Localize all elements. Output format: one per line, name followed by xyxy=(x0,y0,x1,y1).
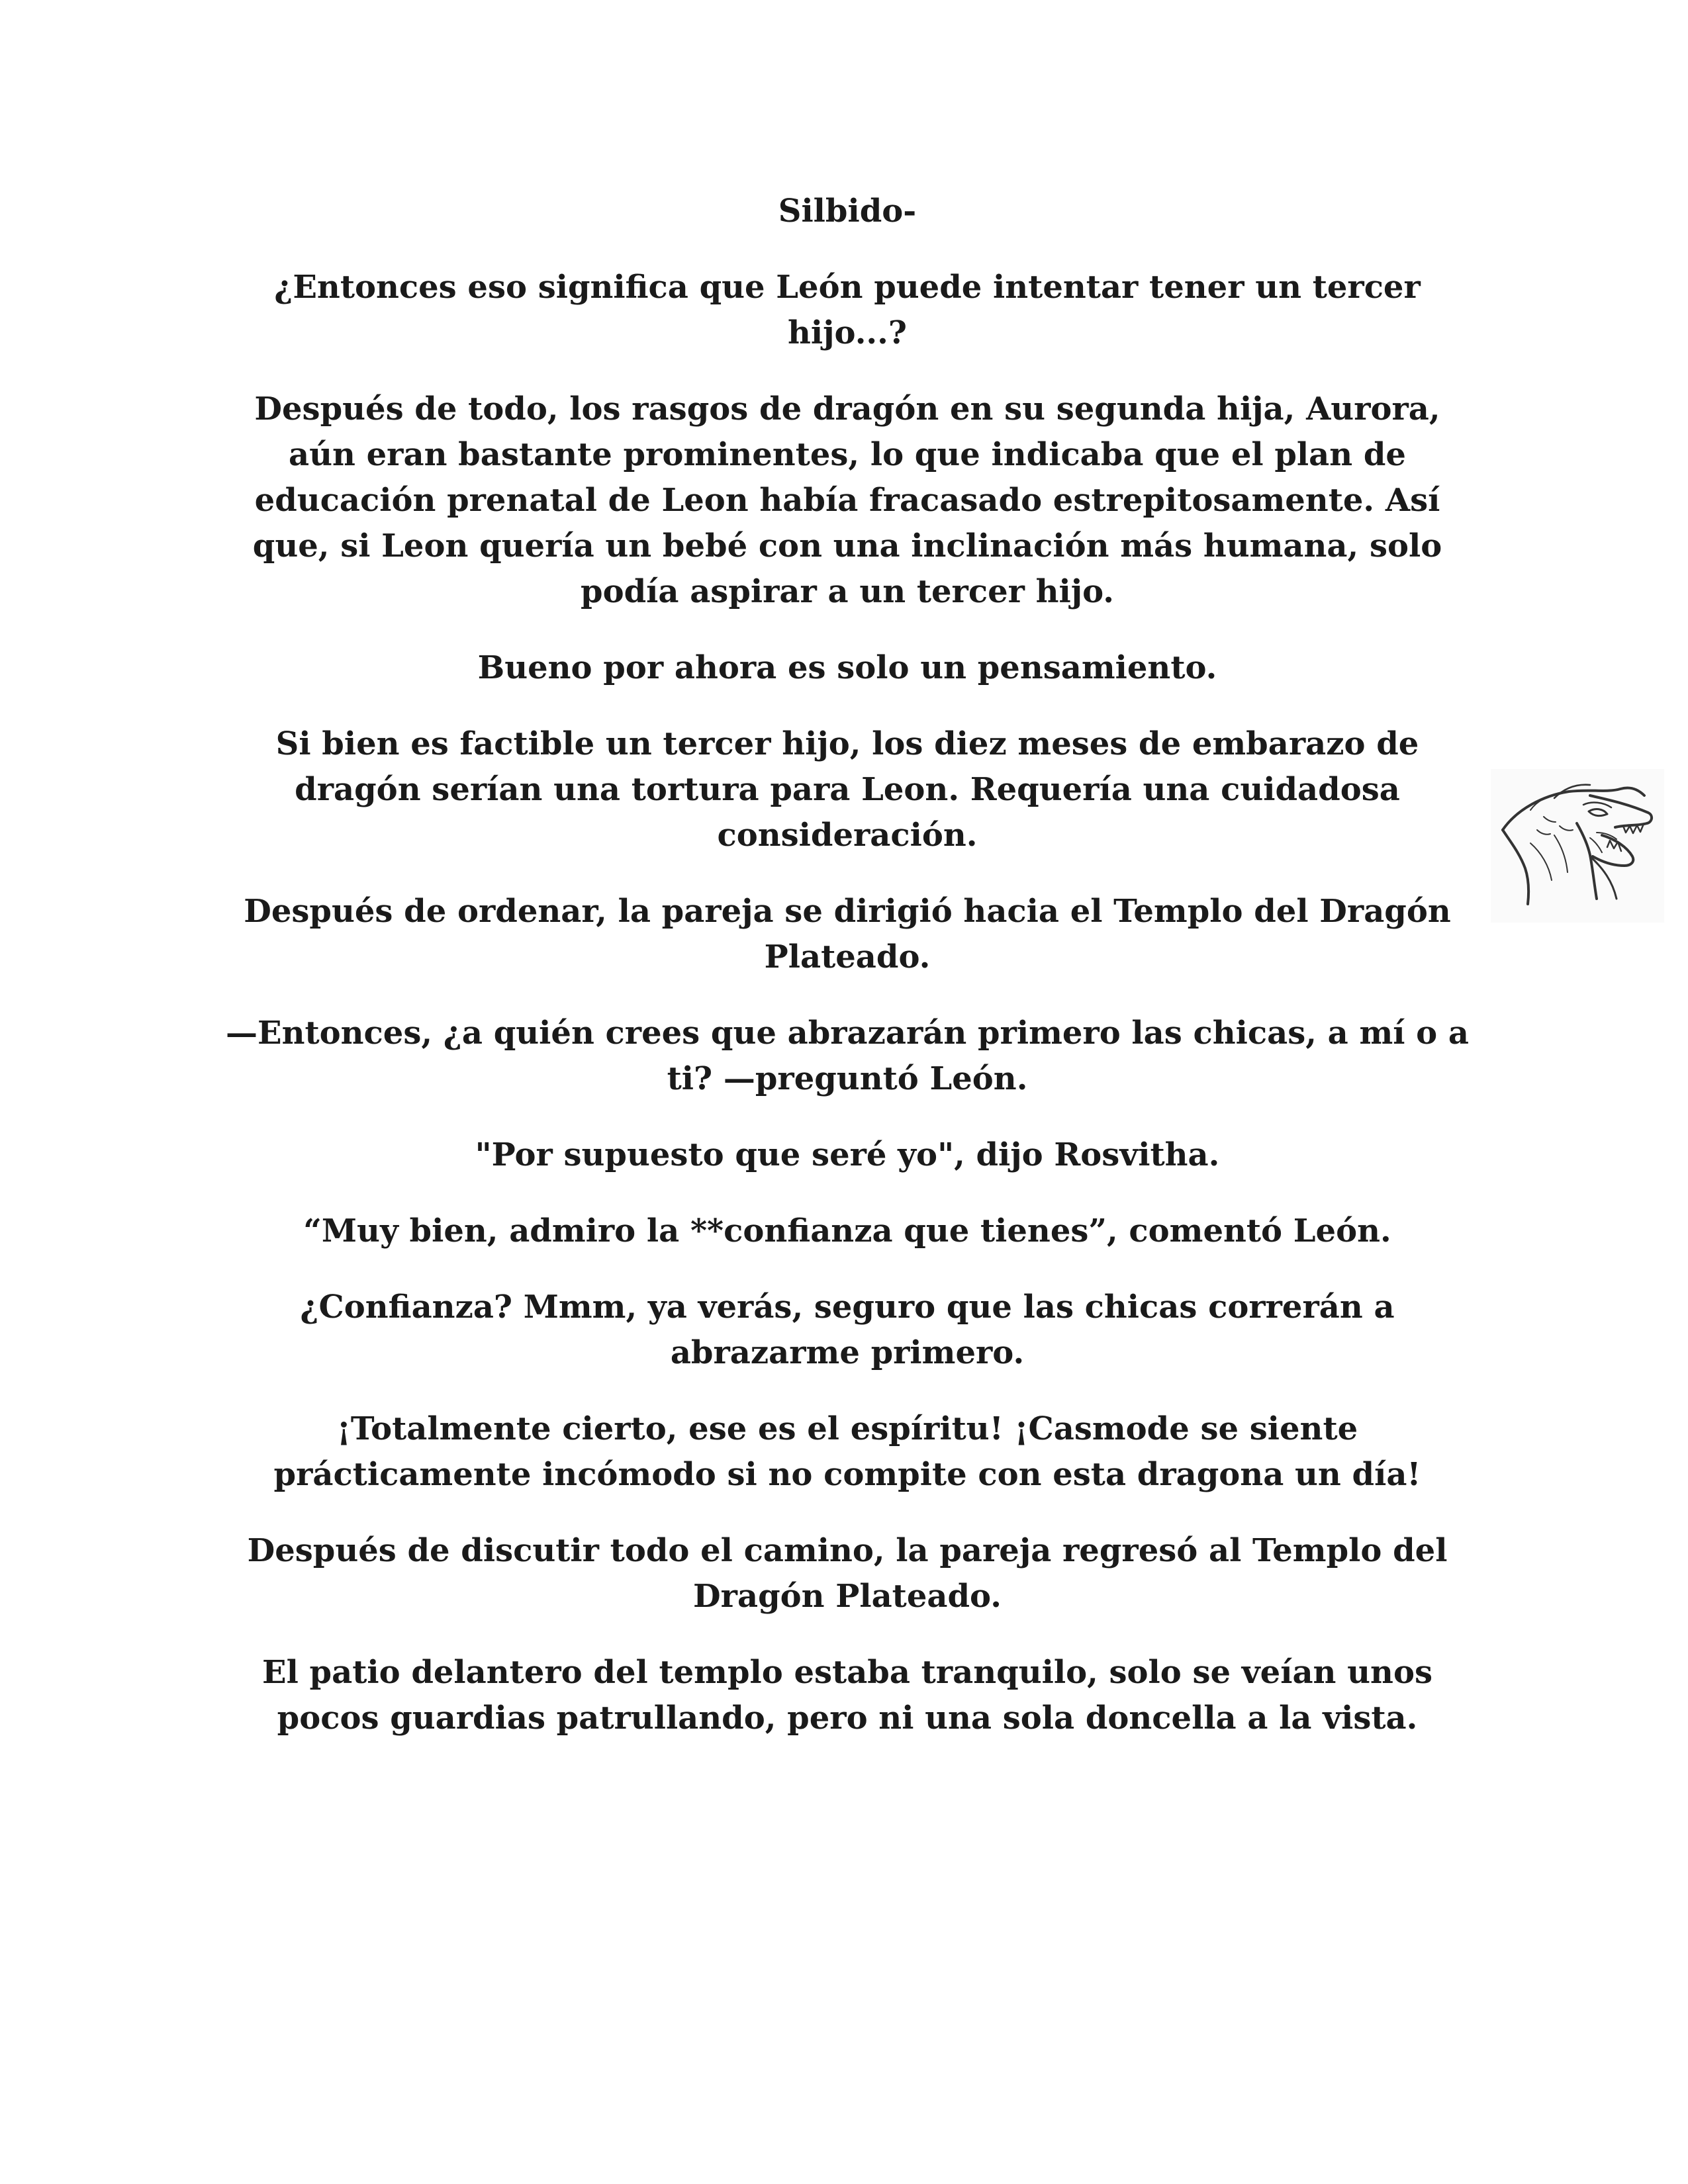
paragraph-6: Después de ordenar, la pareja se dirigió hacia el Templo del Dragón Plateado. xyxy=(244,893,1451,976)
dragon-head-sketch-icon xyxy=(1491,769,1664,923)
paragraph-2: ¿Entonces eso significa que León puede intentar tener un tercer hijo...? xyxy=(274,269,1421,351)
paragraph-9: “Muy bien, admiro la **confianza que tienes”, comentó León. xyxy=(303,1212,1391,1250)
paragraph-3: Después de todo, los rasgos de dragón en su segunda hija, Aurora, aún eran bastante prominentes, lo que indicaba que el plan de educación prenatal de Leon había fracasado estrepitosamente. Así que, si Leon quería un bebé con una inclinación más humana, solo podía aspirar a un tercer hijo. xyxy=(252,390,1442,610)
paragraph-8: "Por supuesto que seré yo", dijo Rosvitha. xyxy=(475,1136,1220,1173)
paragraph-1: Silbido- xyxy=(778,193,917,230)
paragraph-11: ¡Totalmente cierto, ese es el espíritu! ¡Casmode se siente prácticamente incómodo si no compite con esta dragona un día! xyxy=(273,1410,1421,1493)
paragraph-4: Bueno por ahora es solo un pensamiento. xyxy=(477,649,1217,686)
paragraph-7: —Entonces, ¿a quién crees que abrazarán primero las chicas, a mí o a ti? —preguntó León. xyxy=(225,1015,1470,1097)
paragraph-12: Después de discutir todo el camino, la pareja regresó al Templo del Dragón Plateado. xyxy=(247,1532,1448,1615)
paragraph-5: Si bien es factible un tercer hijo, los diez meses de embarazo de dragón serían una tortura para Leon. Requería una cuidadosa consideración. xyxy=(275,725,1419,854)
paragraph-10: ¿Confianza? Mmm, ya verás, seguro que las chicas correrán a abrazarme primero. xyxy=(300,1289,1395,1371)
body-text xyxy=(225,189,1470,1772)
paragraph-13: El patio delantero del templo estaba tranquilo, solo se veían unos pocos guardias patrullando, pero ni una sola doncella a la vista. xyxy=(262,1654,1432,1737)
